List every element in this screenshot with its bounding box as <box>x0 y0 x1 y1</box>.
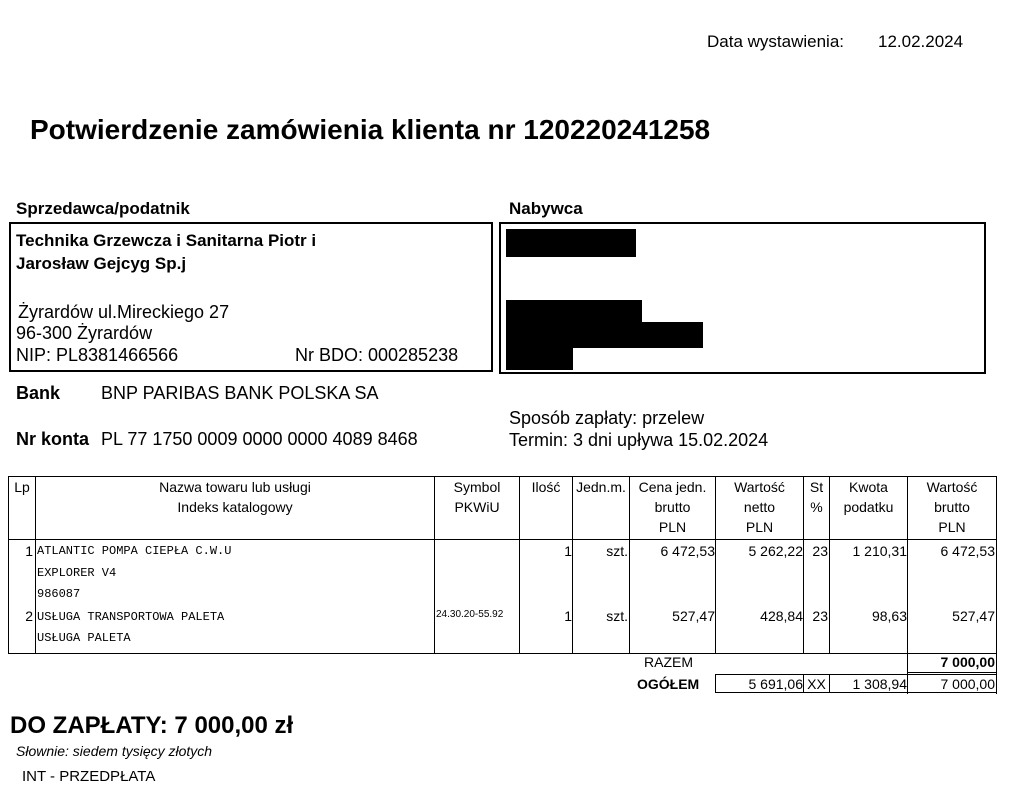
ogolem-net: 5 691,06 <box>748 676 803 692</box>
seller-address-line2: 96-300 Żyrardów <box>16 323 153 343</box>
ogolem-vat: XX <box>807 676 826 692</box>
amount-due: DO ZAPŁATY: 7 000,00 zł <box>10 712 294 739</box>
payment-term: Termin: 3 dni upływa 15.02.2024 <box>509 430 769 450</box>
row-1-name-line1: ATLANTIC POMPA CIEPŁA C.W.U <box>37 544 232 558</box>
row-2-qty: 1 <box>564 608 572 624</box>
row-2-tax: 98,63 <box>871 608 907 624</box>
col-header-tax: Kwota podatku <box>843 479 894 515</box>
seller-name-line1: Technika Grzewcza i Sanitarna Piotr i <box>16 231 317 250</box>
row-1-lp: 1 <box>25 543 33 559</box>
col-header-lp: Lp <box>14 479 30 495</box>
row-2-unit-price: 527,47 <box>672 608 715 624</box>
ogolem-label: OGÓŁEM <box>637 676 700 692</box>
row-2-lp: 2 <box>25 608 33 624</box>
issue-date-label: Data wystawienia: <box>707 32 845 51</box>
row-1-tax: 1 210,31 <box>852 543 907 559</box>
redacted-block <box>506 348 573 370</box>
ogolem-tax: 1 308,94 <box>852 676 907 692</box>
row-1-name-line3: 986087 <box>37 587 81 601</box>
row-2-unit: szt. <box>606 608 628 624</box>
bank-label: Bank <box>16 383 61 403</box>
razem-gross: 7 000,00 <box>940 654 995 670</box>
row-1-qty: 1 <box>564 543 572 559</box>
redacted-block <box>506 229 636 257</box>
payment-method: Sposób zapłaty: przelew <box>509 408 705 428</box>
row-1-net: 5 262,22 <box>748 543 803 559</box>
row-1-name-line2: EXPLORER V4 <box>37 566 117 580</box>
redacted-block <box>506 300 642 322</box>
buyer-label: Nabywca <box>509 199 583 218</box>
account-label: Nr konta <box>16 429 90 449</box>
col-header-unit-price: Cena jedn. brutto PLN <box>638 479 707 535</box>
ogolem-gross: 7 000,00 <box>940 676 995 692</box>
row-2-net: 428,84 <box>760 608 803 624</box>
col-header-net: Wartość netto PLN <box>734 479 785 535</box>
seller-label: Sprzedawca/podatnik <box>16 199 190 218</box>
seller-nip: NIP: PL8381466566 <box>16 345 179 365</box>
razem-label: RAZEM <box>644 654 693 670</box>
amount-in-words: Słownie: siedem tysięcy złotych <box>16 743 213 759</box>
issue-date: 12.02.2024 <box>878 32 964 51</box>
col-header-symbol: Symbol PKWiU <box>453 479 501 515</box>
page-title: Potwierdzenie zamówienia klienta nr 120220241258 <box>30 114 711 145</box>
seller-name-line2: Jarosław Gejcyg Sp.j <box>16 254 187 273</box>
row-1-vat: 23 <box>812 543 828 559</box>
bank-name: BNP PARIBAS BANK POLSKA SA <box>101 383 379 403</box>
payment-note: INT - PRZEDPŁATA <box>22 768 156 785</box>
redacted-block <box>506 322 703 348</box>
table-header-divider <box>8 539 997 540</box>
col-header-qty: Ilość <box>531 479 561 495</box>
col-header-unit: Jedn.m. <box>576 479 626 495</box>
col-header-name: Nazwa towaru lub usługi Indeks katalogowy <box>159 479 311 515</box>
row-2-name-line2: USŁUGA PALETA <box>37 631 131 645</box>
row-1-unit-price: 6 472,53 <box>660 543 715 559</box>
col-header-gross: Wartość brutto PLN <box>926 479 978 535</box>
row-1-unit: szt. <box>606 543 628 559</box>
row-2-symbol: 24.30.20-55.92 <box>436 609 504 620</box>
row-2-vat: 23 <box>812 608 828 624</box>
seller-bdo: Nr BDO: 000285238 <box>295 345 459 365</box>
row-2-gross: 527,47 <box>952 608 995 624</box>
row-2-name-line1: USŁUGA TRANSPORTOWA PALETA <box>37 610 225 624</box>
col-header-vat: St % <box>809 479 824 515</box>
seller-address-line1: Żyrardów ul.Mireckiego 27 <box>18 302 230 322</box>
row-1-gross: 6 472,53 <box>940 543 995 559</box>
account-number: PL 77 1750 0009 0000 0000 4089 8468 <box>101 429 418 449</box>
